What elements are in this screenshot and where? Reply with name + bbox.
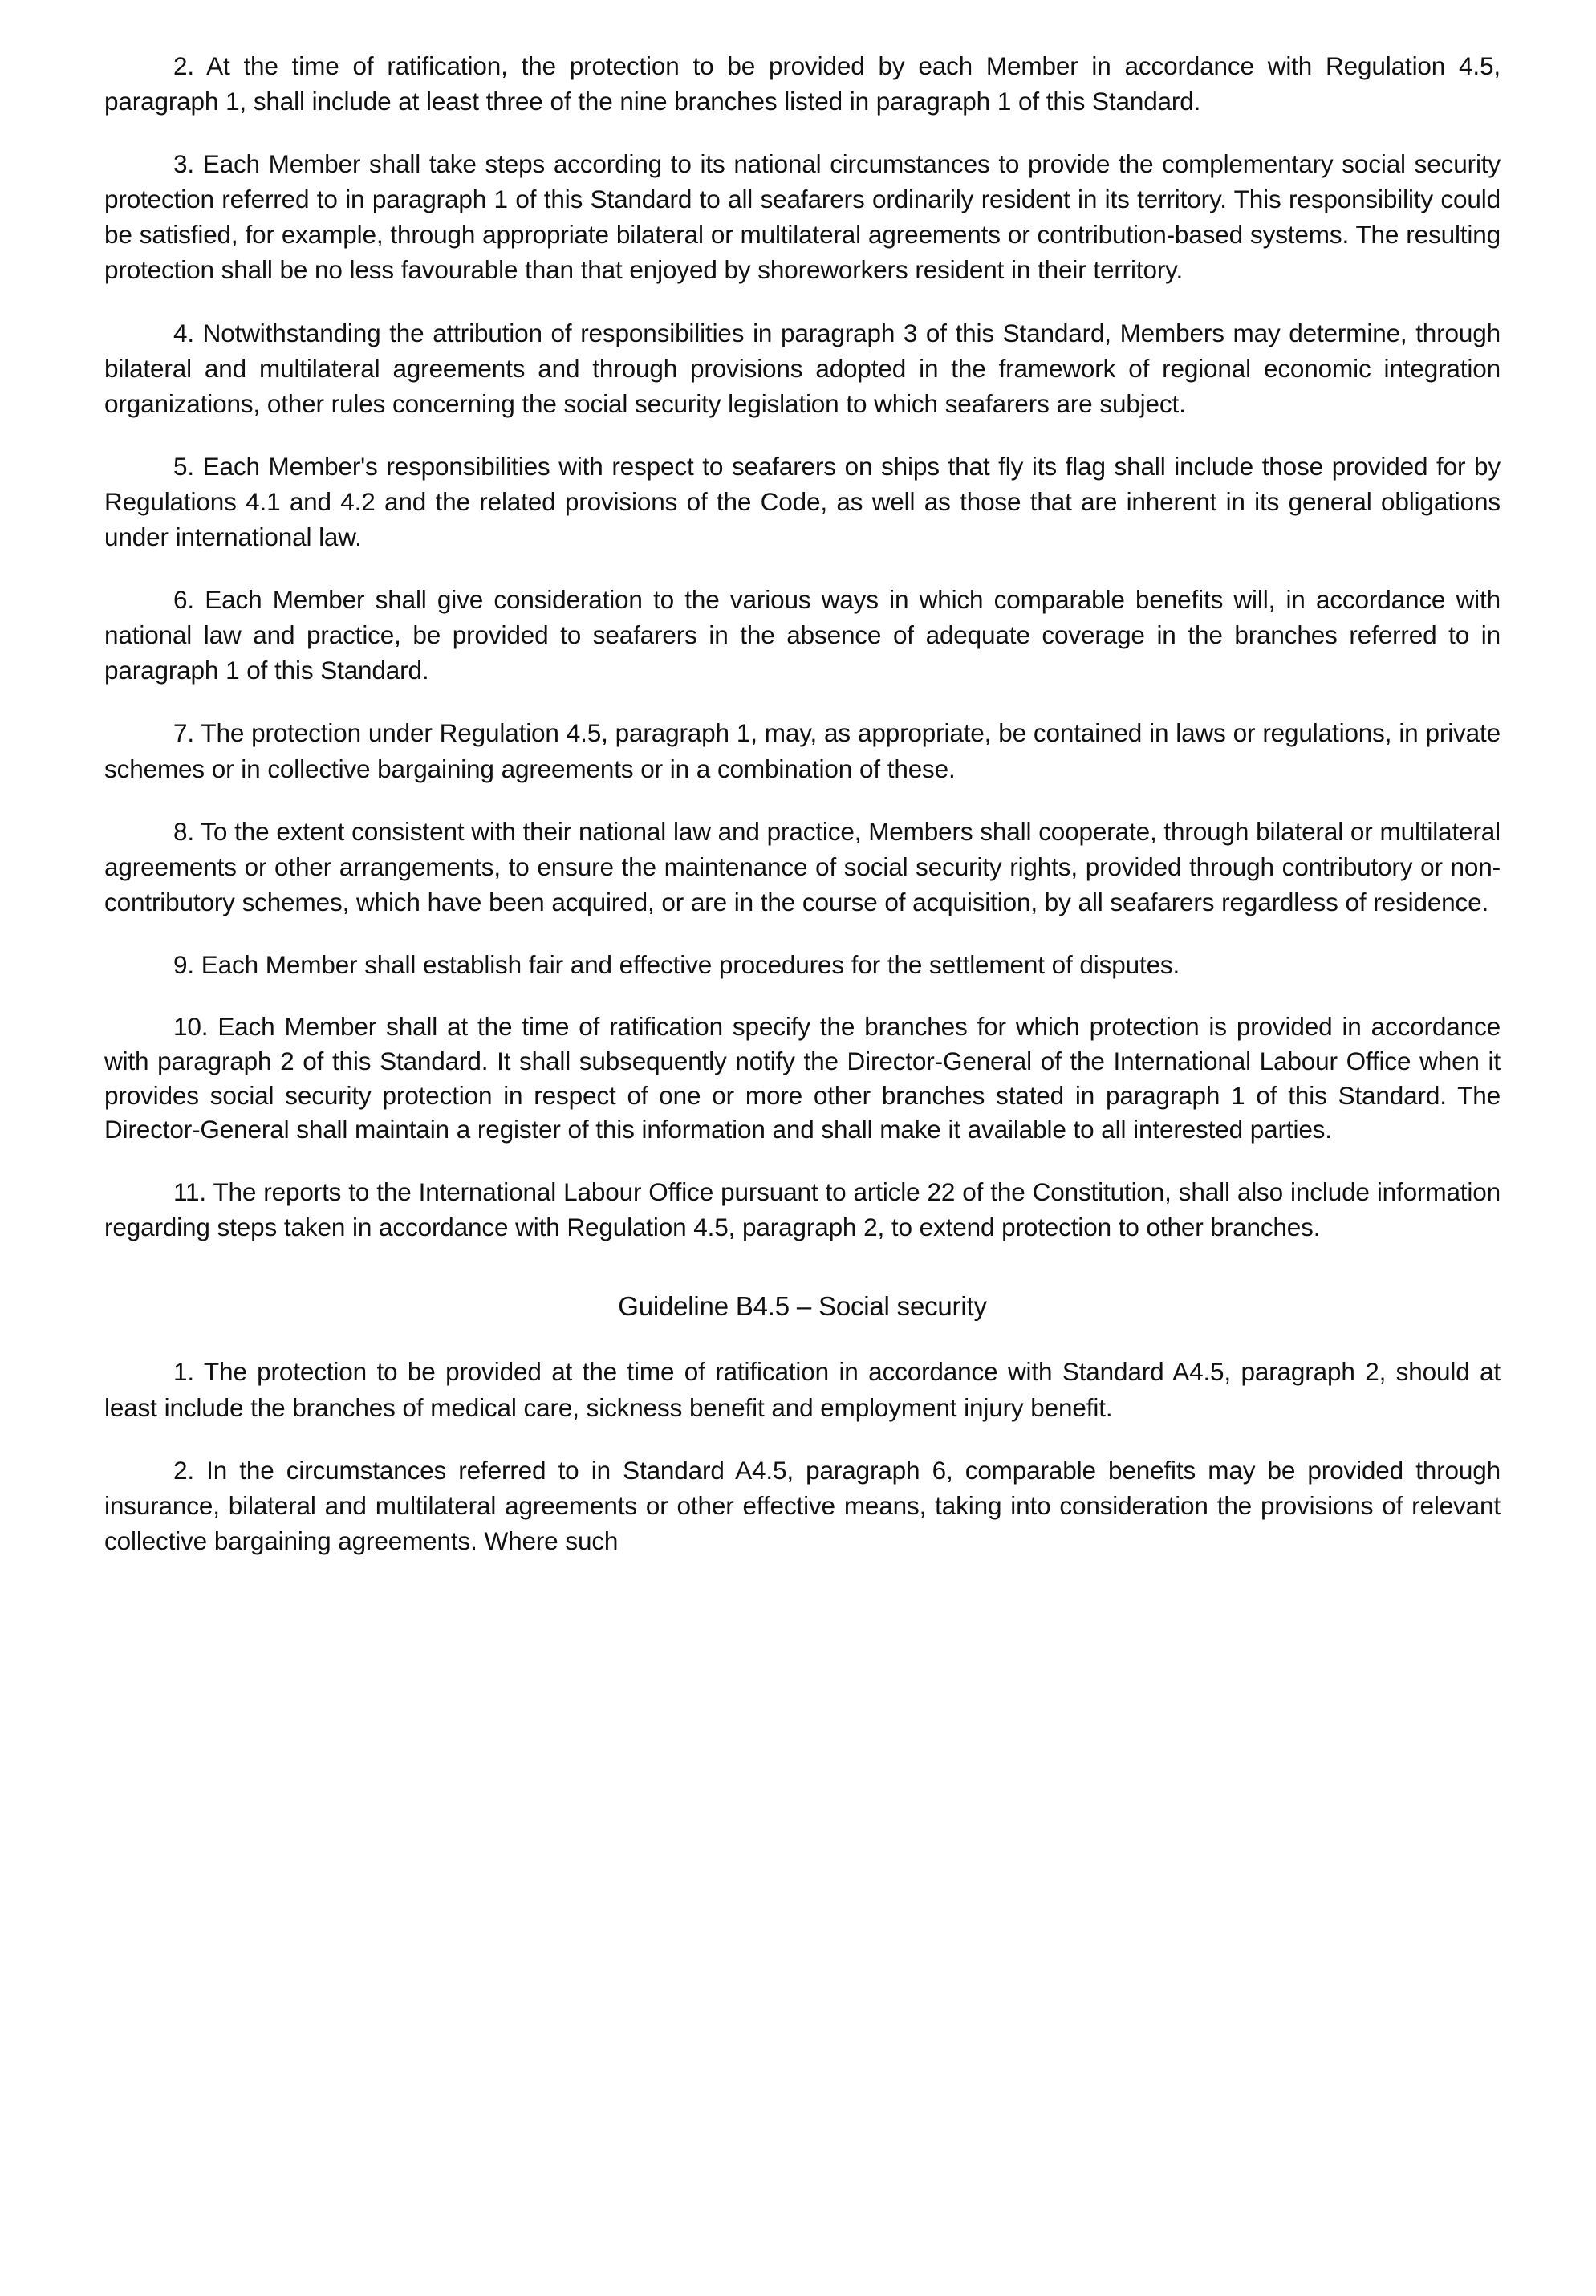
paragraph-standard-a45-7: 7. The protection under Regulation 4.5, paragraph 1, may, as appropriate, be contained in laws or regulations, in private schemes or in collective bargaining agreements or in a combination of these. xyxy=(104,718,1501,783)
paragraph-standard-a45-11: 11. The reports to the International Labour Office pursuant to article 22 of the Constitution, shall also include information regarding steps taken in accordance with Regulation 4.5, paragraph 2, to extend protection to other branches. xyxy=(104,1177,1501,1242)
paragraph-guideline-b45-2: 2. In the circumstances referred to in Standard A4.5, paragraph 6, comparable benefits may be provided through insurance, bilateral and multilateral agreements or other effective means, taking into consideration the provisions of relevant collective bargaining agreements. Where such xyxy=(104,1455,1501,1555)
section-heading-guideline-b45: Guideline B4.5 – Social security xyxy=(618,1291,987,1322)
paragraph-standard-a45-4: 4. Notwithstanding the attribution of responsibilities in paragraph 3 of this Standard, Members may determine, through bilateral and multilateral agreements and through provisions adopted in the framework of regional economic integration organizations, other rules concerning the social security legislation to which seafarers are subject. xyxy=(104,318,1501,418)
document-body xyxy=(104,48,1501,1558)
paragraph-standard-a45-10: 10. Each Member shall at the time of ratification specify the branches for which protection is provided in accordance with paragraph 2 of this Standard. It shall subsequently notify the Director-General of the International Labour Office when it provides social security protection in respect of one or more other branches stated in paragraph 1 of this Standard. The Director-General shall maintain a register of this information and shall make it available to all interested parties. xyxy=(104,1011,1501,1144)
paragraph-standard-a45-2: 2. At the time of ratification, the protection to be provided by each Member in accordance with Regulation 4.5, paragraph 1, shall include at least three of the nine branches listed in paragraph 1 of this Standard. xyxy=(104,51,1501,116)
paragraph-standard-a45-6: 6. Each Member shall give consideration to the various ways in which comparable benefits will, in accordance with national law and practice, be provided to seafarers in the absence of adequate coverage in the branches referred to in paragraph 1 of this Standard. xyxy=(104,585,1501,685)
paragraph-standard-a45-9: 9. Each Member shall establish fair and effective procedures for the settlement of disputes. xyxy=(173,949,1180,979)
paragraph-standard-a45-3: 3. Each Member shall take steps according to its national circumstances to provide the complementary social security protection referred to in paragraph 1 of this Standard to all seafarers ordinarily resident in its territory. This responsibility could be satisfied, for example, through appropriate bilateral or multilateral agreements or contribution-based systems. The resulting protection shall be no less favourable than that enjoyed by shoreworkers resident in their territory. xyxy=(104,149,1501,285)
paragraph-standard-a45-5: 5. Each Member's responsibilities with respect to seafarers on ships that fly its flag shall include those provided for by Regulations 4.1 and 4.2 and the related provisions of the Code, as well as those that are inherent in its general obligations under international law. xyxy=(104,451,1501,552)
paragraph-guideline-b45-1: 1. The protection to be provided at the time of ratification in accordance with Standard A4.5, paragraph 2, should at least include the branches of medical care, sickness benefit and employment injury benefit. xyxy=(104,1357,1501,1422)
paragraph-standard-a45-8: 8. To the extent consistent with their national law and practice, Members shall cooperate, through bilateral or multilateral agreements or other arrangements, to ensure the maintenance of social security rights, provided through contributory or non-contributory schemes, which have been acquired, or are in the course of acquisition, by all seafarers regardless of residence. xyxy=(104,816,1501,916)
